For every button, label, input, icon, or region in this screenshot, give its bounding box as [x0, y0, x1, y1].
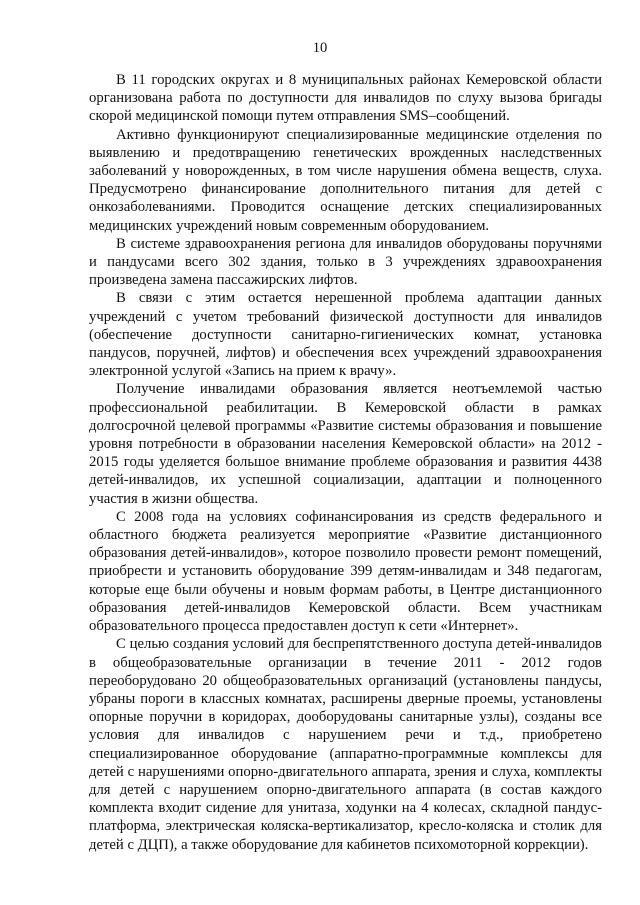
paragraph-medical-departments: Активно функционируют специализированные медицинские отделения по выявлению и предотвращению генетических врожденных наследственных заболеваний у новорожденных, в том числе нарушения обмена веществ, слуха. Предусмотрено финансирование дополнительного питания для детей с онкозаболеваниями. Проводится оснащение детских специализированных медицинских учреждений новым современным оборудованием. [89, 126, 602, 234]
paragraph-school-accessibility: С целью создания условий для беспрепятственного доступа детей-инвалидов в общеобразовательные организации в течение 2011 - 2012 годов переоборудовано 20 общеобразовательных организаций (установлены пандусы, убраны пороги в классных комнатах, расширены дверные проемы, установлены опорные поручни в коридорах, дооборудованы санитарные узлы), созданы все условия для инвалидов с нарушением речи и т.д., приобретено специализированное оборудование (аппаратно-программные комплексы для детей с нарушениями опорно-двигательного аппарата, зрения и слуха, комплекты для детей с нарушением опорно-двигательного аппарата (в состав каждого комплекта входит сидение для унитаза, ходунки на 4 колесах, складной пандус-платформа, электрическая коляска-вертикализатор, кресло-коляска и столик для детей с ДЦП), а также оборудование для кабинетов психомоторной коррекции). [89, 636, 602, 853]
paragraph-sms-ambulance: В 11 городских округах и 8 муниципальных районах Кемеровской области организована работа по доступности для инвалидов по слуху вызова бригады скорой медицинской помощи путем отправления SMS–сообщений. [89, 72, 602, 125]
page-number: 10 [312, 40, 328, 56]
paragraph-distance-learning: С 2008 года на условиях софинансирования из средств федерального и областного бюджета реализуется мероприятие «Развитие дистанционного образования детей-инвалидов», которое позволило провести ремонт помещений, приобрести и установить оборудование 399 детям-инвалидам и 348 педагогам, которые еще были обучены и новым формам работы, в Центре дистанционного образования детей-инвалидов Кемеровской области. Всем участникам образовательного процесса предоставлен доступ к сети «Интернет». [89, 508, 602, 635]
paragraph-healthcare-buildings: В системе здравоохранения региона для инвалидов оборудованы поручнями и пандусами всего 302 здания, только в 3 учреждениях здравоохранения произведена замена пассажирских лифтов. [89, 235, 602, 289]
paragraph-education-program: Получение инвалидами образования является неотъемлемой частью профессиональной реабилитации. В Кемеровской области в рамках долгосрочной целевой программы «Развитие системы образования и повышение уровня потребности в образовании населения Кемеровской области» на 2012 - 2015 годы уделяется большое внимание проблеме образования и развития 4438 детей-инвалидов, их успешной социализации, адаптации и полноценного участия в жизни общества. [89, 381, 602, 507]
paragraph-unresolved-problem: В связи с этим остается нерешенной проблема адаптации данных учреждений с учетом требований физической доступности для инвалидов (обеспечение доступности санитарно-гигиенических комнат, установка пандусов, поручней, лифтов) и обеспечения всех учреждений здравоохранения электронной услугой «Запись на прием к врачу». [89, 290, 602, 380]
document-body [89, 71, 602, 854]
